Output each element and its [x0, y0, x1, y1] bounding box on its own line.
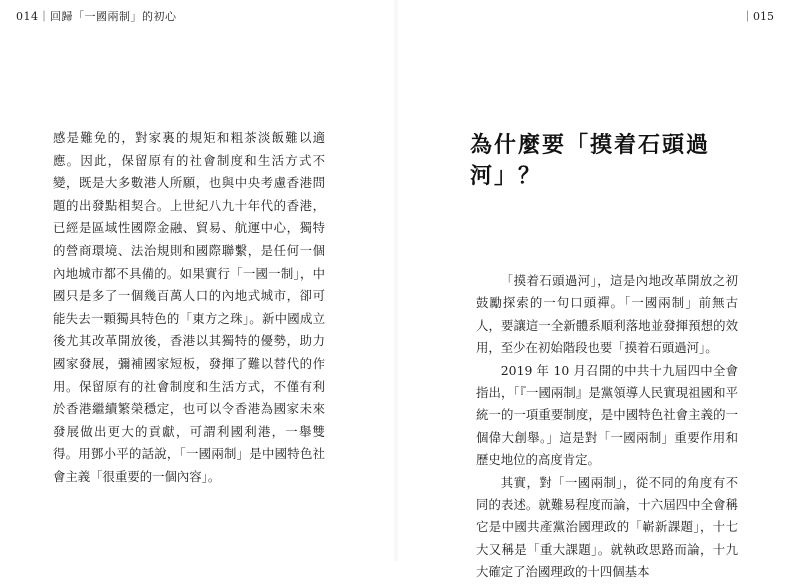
running-header-right: ｜015 — [742, 10, 774, 23]
right-paragraph-2: 2019 年 10 月召開的中共十九屆四中全會指出，「『一國兩制』是黨領導人民實現祖國和平統一的一項重要制度，是中國特色社會主義的一個偉大創舉。」這是對「一國兩制」重要作用和歷史地位的高度肯定。 — [476, 362, 738, 468]
left-page-body — [53, 127, 325, 489]
section-title: 為什麼要「摸着石頭過河」？ — [470, 132, 711, 189]
right-page-body — [476, 270, 738, 584]
right-paragraph-1: 「摸着石頭過河」，這是內地改革開放之初鼓勵探索的一句口頭禪。「一國兩制」前無古人，要讓這一全新體系順利落地並發揮預想的效用，至少在初始階段也要「摸着石頭過河」。 — [476, 273, 738, 356]
left-paragraph: 感是難免的，對家裏的規矩和粗茶淡飯難以適應。因此，保留原有的社會制度和生活方式不變，既是大多數港人所願，也與中央考慮香港問題的出發點相契合。上世紀八九十年代的香港，已經是區域性國際金融、貿易、航運中心，獨特的營商環境、法治規則和國際聯繫，是任何一個內地城市都不具備的。如果實行「一國一制」，中國只是多了一個幾百萬人口的內地式城市，卻可能失去一顆獨具特色的「東方之珠」。新中國成立後尤其改革開放後，香港以其獨特的優勢，助力國家發展，彌補國家短板，發揮了難以替代的作用。保留原有的社會制度和生活方式，不僅有利於香港繼續繁榮穩定，也可以令香港為國家未來發展做出更大的貢獻，可謂利國利港，一舉雙得。用鄧小平的話說，「一國兩制」是中國特色社會主義「很重要的一個內容」。 — [53, 130, 325, 484]
book-gutter — [393, 0, 399, 561]
right-paragraph-3: 其實，對「一國兩制」，從不同的角度有不同的表述。就難易程度而論，十六屆四中全會稱它是中國共產黨治國理政的「嶄新課題」，十七大又稱是「重大課題」。就執政思路而論，十九大確定了治國理政的十四個基本 — [476, 474, 738, 580]
running-header-left: 014｜回歸「一國兩制」的初心 — [16, 10, 177, 23]
